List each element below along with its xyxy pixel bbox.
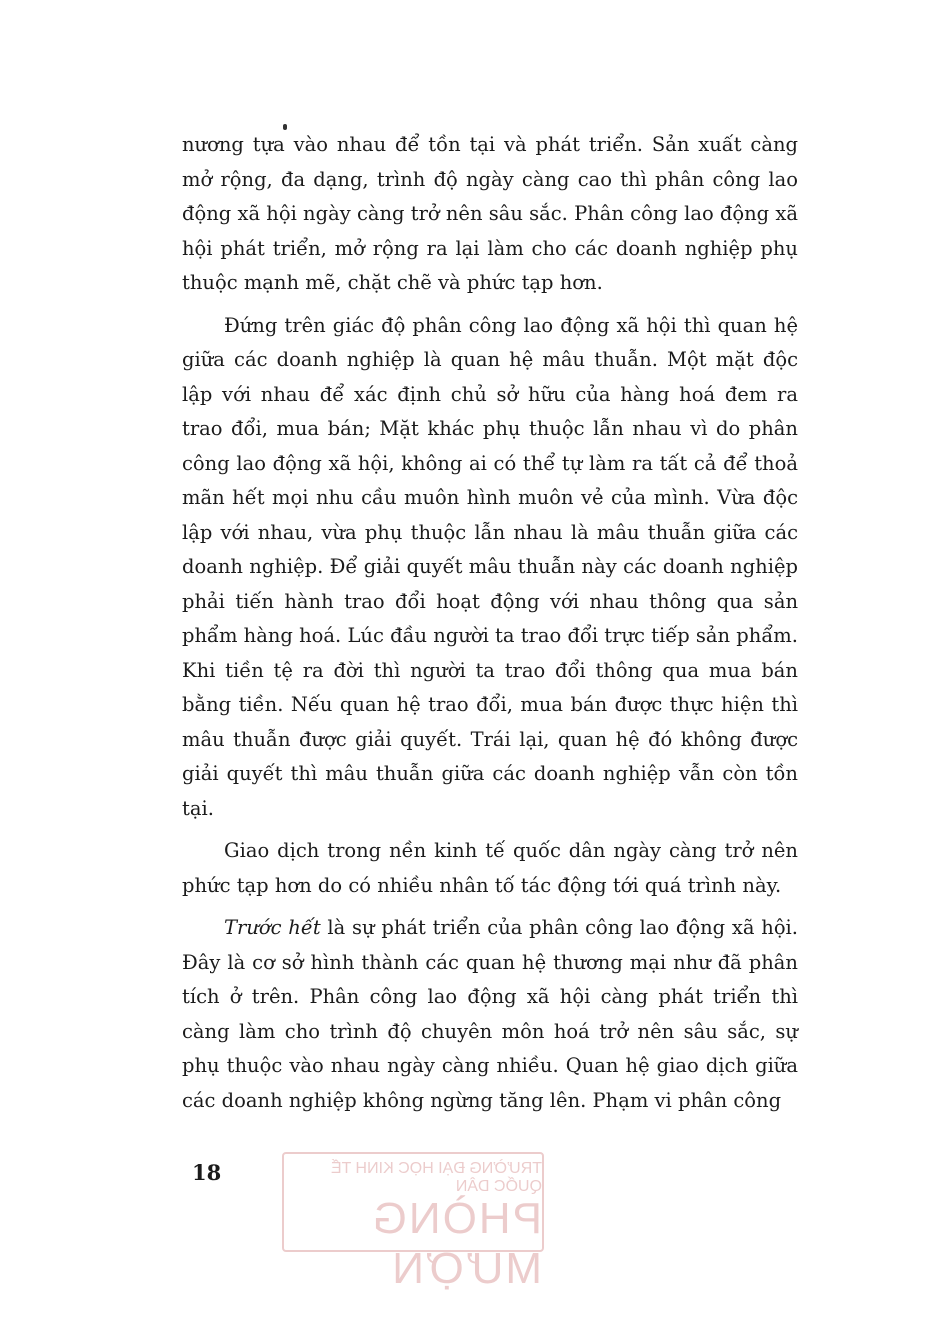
paragraph-transactions: Giao dịch trong nền kinh tế quốc dân ngày càng trở nên phức tạp hơn do có nhiều nhân tố tác động tới quá trình này. [182,839,798,897]
paragraph-rest: là sự phát triển của phân công lao động xã hội. Đây là cơ sở hình thành các quan hệ thương mại như đã phân tích ở trên. Phân công lao động xã hội càng phát triển thì càng làm cho trình độ chuyên môn hoá trở nên sâu sắc, sự phụ thuộc vào nhau ngày càng nhiều. Quan hệ giao dịch giữa các doanh nghiệp không ngừng tăng lên. Phạm vi phân công [182,916,798,1112]
stamp-top-text: TRƯỜNG ĐẠI HỌC KINH TẾ QUỐC DÂN [330,1160,542,1195]
page-number: 18 [192,1160,222,1185]
paragraph-contradiction: Đứng trên giác độ phân công lao động xã hội thì quan hệ giữa các doanh nghiệp là quan hệ mâu thuẫn. Một mặt độc lập với nhau để xác định chủ sở hữu của hàng hoá đem ra trao đổi, mua bán; Mặt khác phụ thuộc lẫn nhau vì do phân công lao động xã hội, không ai có thể tự làm ra tất cả để thoả mãn hết mọi nhu cầu muôn hình muôn vẻ của mình. Vừa độc lập với nhau, vừa phụ thuộc lẫn nhau là mâu thuẫn giữa các doanh nghiệp. Để giải quyết mâu thuẫn này các doanh nghiệp phải tiến hành trao đổi hoạt động với nhau thông qua sản phẩm hàng hoá. Lúc đầu người ta trao đổi trực tiếp sản phẩm. Khi tiền tệ ra đời thì người ta trao đổi thông qua mua bán bằng tiền. Nếu quan hệ trao đổi, mua bán được thực hiện thì mâu thuẫn được giải quyết. Trái lại, quan hệ đó không được giải quyết thì mâu thuẫn giữa các doanh nghiệp vẫn còn tồn tại. [182,313,798,820]
library-stamp [282,1152,544,1293]
italic-lead: Trước hết [224,916,321,939]
stamp-main-text: PHÒNG MƯỢN [370,1194,542,1293]
paragraph-first-factor [182,911,798,1118]
paragraph-continuation: nương tựa vào nhau để tồn tại và phát triển. Sản xuất càng mở rộng, đa dạng, trình độ ngày càng cao thì phân công lao động xã hội ngày càng trở nên sâu sắc. Phân công lao động xã hội phát triển, mở rộng ra lại làm cho các doanh nghiệp phụ thuộc mạnh mẽ, chặt chẽ và phức tạp hơn. [182,133,798,294]
body-text [182,128,798,1126]
